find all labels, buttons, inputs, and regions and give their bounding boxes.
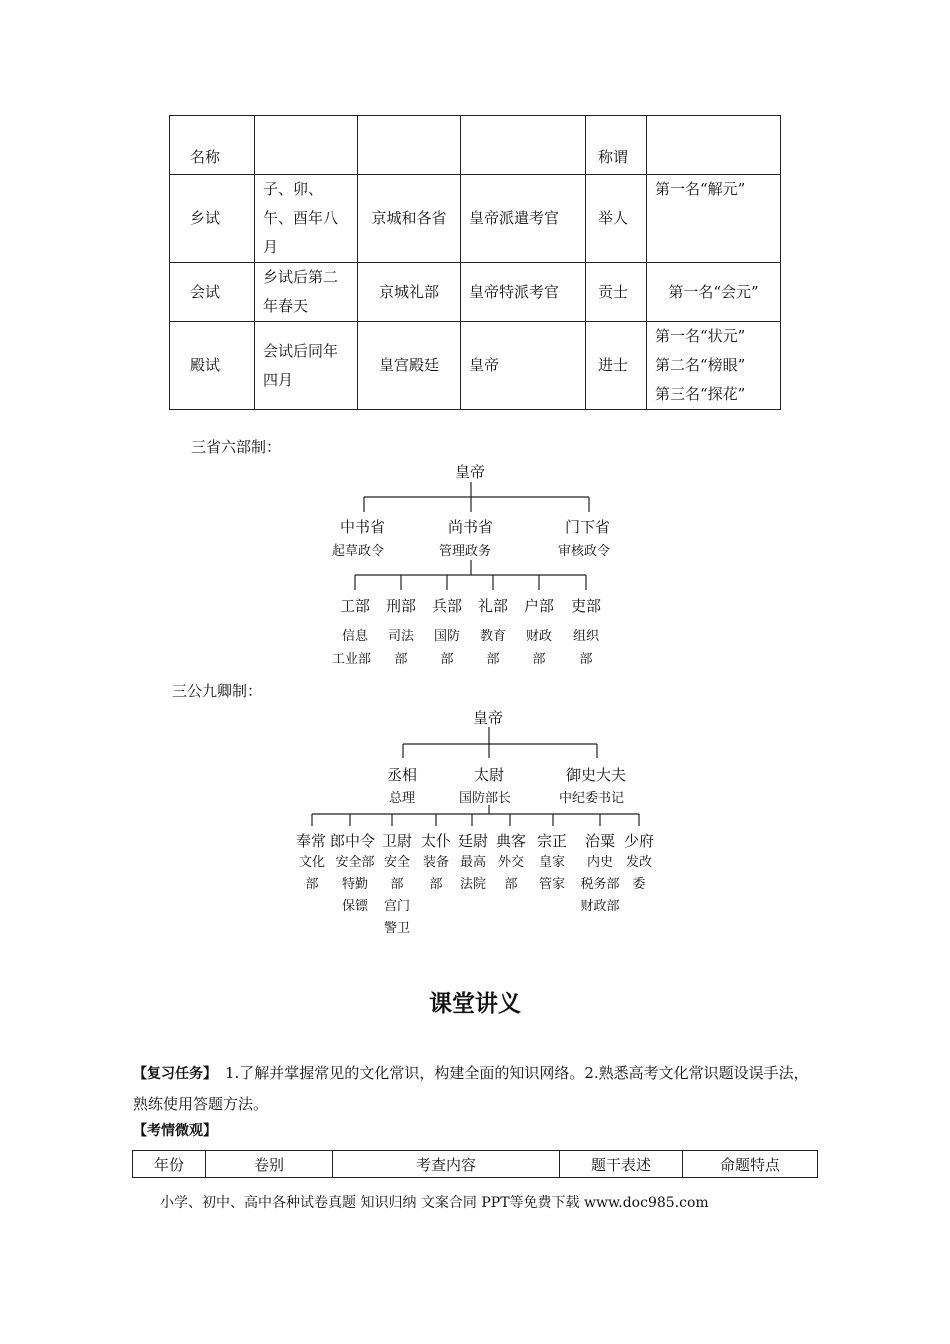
desc-line: 部 [394,652,408,667]
dept-name: 尚书省 [448,518,494,536]
desc-line: 特勤 [341,877,368,892]
rank-line: 第三名“探花” [655,385,746,403]
ministry-desc [386,625,416,671]
col-header: 年份 [133,1151,206,1178]
desc-line: 最高 [459,855,486,870]
row-examiner: 皇帝 [461,322,586,410]
qing-desc [537,852,567,896]
desc-line: 信息 [341,629,368,644]
sansheng-caption: 三省六部制： [191,438,282,456]
row-name: 乡试 [170,175,255,263]
desc-line: 税务部 [580,877,620,892]
col-header: 卷别 [206,1151,333,1178]
time-line: 午、酉年八 [263,209,339,227]
gong-role: 总理 [389,791,416,806]
ministry-desc [340,625,370,648]
desc-line: 国防 [433,629,460,644]
time-line: 四月 [263,370,294,389]
header-title: 称谓 [586,116,647,175]
sangong-root: 皇帝 [473,709,504,727]
qing-name: 少府 [624,832,655,850]
desc-line: 教育 [479,629,506,644]
row-name: 会试 [170,263,255,322]
desc-line: 部 [579,652,593,667]
row-name: 殿试 [170,322,255,410]
review-task-label: 【复习任务】 [133,1066,217,1082]
desc-line: 部 [305,877,319,892]
sansheng-root: 皇帝 [455,463,486,481]
qing-desc [421,852,451,896]
desc-line: 发改 [625,855,652,870]
desc-line: 内史 [586,855,613,870]
gong-role: 国防部长 [459,791,512,806]
desc-line: 财政部 [580,899,620,914]
gong-name: 御史大夫 [566,766,627,784]
row-first: 第一名“解元” [647,175,781,263]
row-title: 进士 [586,322,647,410]
desc-line: 管家 [538,877,565,892]
desc-line: 警卫 [383,921,410,936]
dept-role: 起草政令 [332,544,385,559]
rank-line: 第一名“状元” [655,327,746,345]
table-header-row [133,1151,818,1178]
ministry-desc [478,625,508,671]
gong-role: 中纪委书记 [559,791,625,806]
desc-line: 部 [504,877,518,892]
gong-name: 太尉 [474,766,505,784]
time-line: 子、卯、 [263,180,324,198]
header-name: 名称 [170,116,255,175]
desc-line: 安全部 [335,855,375,870]
review-task [133,1058,823,1119]
qing-desc [496,852,526,896]
desc-line: 部 [486,652,500,667]
qing-desc [624,852,654,896]
ministry-name: 工部 [340,597,371,615]
row-first: 第一名“会元” [647,263,781,322]
ministry-name: 吏部 [571,597,602,615]
desc-line: 保镖 [341,899,368,914]
row-place: 京城礼部 [358,263,461,322]
exam-micro-table [132,1150,818,1178]
qing-desc [332,852,378,918]
time-line: 会试后同年 [263,341,339,360]
col-header: 命题特点 [683,1151,818,1178]
desc-line: 宫门 [383,899,410,914]
qing-name: 奉常 [296,832,327,850]
qing-name: 太仆 [421,832,452,850]
qing-name: 卫尉 [382,832,413,850]
desc-line: 外交 [497,855,524,870]
exam-micro-label: 【考情微观】 [133,1123,217,1139]
ministry-desc [571,625,601,671]
row-title: 贡士 [586,263,647,322]
ministry-desc [432,625,462,671]
dept-role: 管理政务 [439,544,492,559]
desc-line: 委 [632,877,646,892]
time-line: 月 [263,238,279,256]
qing-desc [458,852,488,896]
ministry-desc: 工业部 [332,652,372,667]
row-place: 京城和各省 [358,175,461,263]
qing-desc [297,852,327,896]
desc-line: 文化 [298,855,325,870]
gong-name: 丞相 [387,766,418,784]
ministry-name: 刑部 [386,597,417,615]
page-footer: 小学、初中、高中各种试卷真题 知识归纳 文案合同 PPT等免费下载 www.doc985.com [160,1195,709,1211]
dept-name: 中书省 [340,518,386,536]
time-line: 乡试后第二 [263,268,339,286]
ministry-name: 礼部 [478,597,509,615]
desc-line: 装备 [422,855,449,870]
ministry-name: 兵部 [432,597,463,615]
dept-name: 门下省 [565,518,611,536]
col-header: 题干表述 [560,1151,683,1178]
dept-role: 审核政令 [558,544,611,559]
qing-desc [577,852,623,918]
review-task-text: 1.了解并掌握常见的文化常识，构建全面的知识网络。2.熟悉高考文化常识题设误手法，熟练使用答题方法。 [133,1064,809,1113]
row-title: 举人 [586,175,647,263]
desc-line: 部 [390,877,404,892]
ministry-desc [524,625,554,671]
desc-line: 法院 [459,877,486,892]
sangong-caption: 三公九卿制： [172,682,263,700]
desc-line: 部 [429,877,443,892]
qing-name: 典客 [496,832,527,850]
col-header: 考查内容 [333,1151,560,1178]
row-place: 皇宫殿廷 [358,322,461,410]
desc-line: 安全 [383,855,410,870]
desc-line: 财政 [525,629,552,644]
desc-line: 司法 [387,629,414,644]
desc-line: 部 [440,652,454,667]
qing-desc [382,852,412,940]
section-title: 课堂讲义 [429,991,521,1017]
row-examiner: 皇帝派遣考官 [461,175,586,263]
row-examiner: 皇帝特派考官 [461,263,586,322]
desc-line: 部 [532,652,546,667]
ministry-name: 户部 [524,597,555,615]
qing-name: 廷尉 [458,832,489,850]
qing-name: 郎中令 [330,832,376,850]
desc-line: 组织 [572,629,599,644]
time-line: 年春天 [263,297,309,315]
desc-line: 皇家 [538,855,565,870]
rank-line: 第二名“榜眼” [655,356,746,374]
qing-name: 宗正 [537,832,568,850]
qing-name-short: 治粟 [585,832,616,850]
